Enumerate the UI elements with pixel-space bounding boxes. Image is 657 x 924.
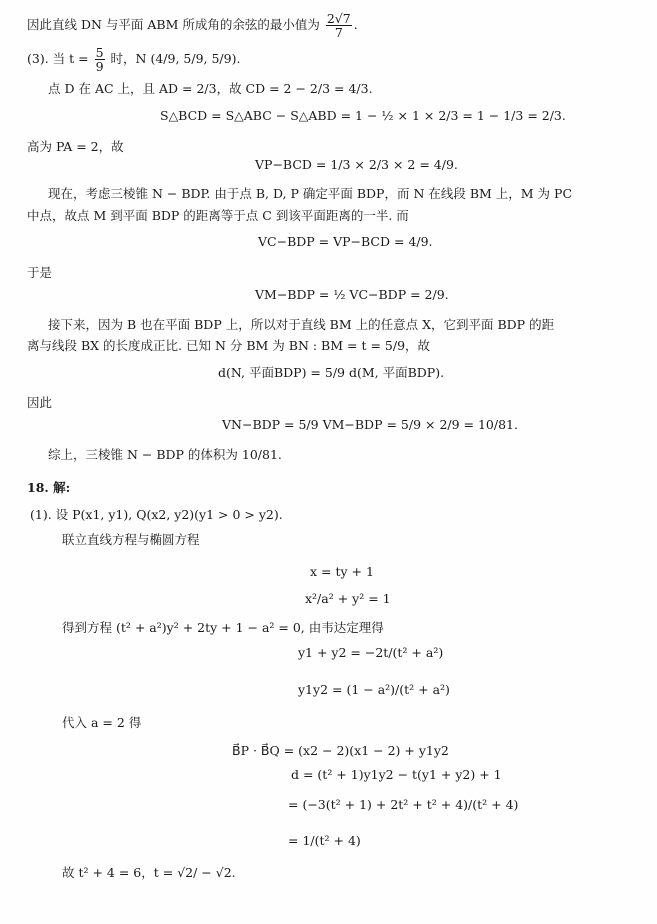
equation-area-bcd: S△BCD = S△ABC − S△ABD = 1 − ½ × 1 × 2/3 = 1 − 1/3 = 2/3. xyxy=(160,108,566,123)
equation-product: y1y2 = (1 − a²)/(t² + a²) xyxy=(298,682,450,697)
text-line-23: 得到方程 (t² + a²)y² + 2ty + 1 − a² = 0, 由韦达定理得 xyxy=(62,620,384,635)
equation-distance: d(N, 平面BDP) = 5/9 d(M, 平面BDP). xyxy=(218,365,445,380)
text-l1-pre: 因此直线 DN 与平面 ABM 所成角的余弦的最小值为 xyxy=(27,17,320,33)
fraction-cosine-min xyxy=(326,12,352,39)
fraction-t xyxy=(95,46,105,73)
equation-volume-cbdp: VC−BDP = VP−BCD = 4/9. xyxy=(258,234,433,249)
text-l2-pre: (3). 当 t = xyxy=(27,51,89,67)
equation-dot-product: B⃗P · B⃗Q = (x2 − 2)(x1 − 2) + y1y2 xyxy=(232,743,449,758)
coordinate-n: (4/9, 5/9, 5/9) xyxy=(150,51,237,67)
text-line-13: 离与线段 BX 的长度成正比. 已知 N 分 BM 为 BN : BM = t = 5/9，故 xyxy=(27,338,431,353)
text-line-2 xyxy=(27,46,240,73)
equation-volume-mbdp: VM−BDP = ½ VC−BDP = 2/9. xyxy=(255,287,449,302)
text-line-10: 于是 xyxy=(27,265,53,280)
text-line-31: 故 t² + 4 = 6，t = √2/ − √2. xyxy=(62,865,236,880)
equation-volume-nbdp: VN−BDP = 5/9 VM−BDP = 5/9 × 2/9 = 10/81. xyxy=(222,417,518,432)
frac-num: 5 xyxy=(95,45,104,60)
text-line-12: 接下来，因为 B 也在平面 BDP 上，所以对于直线 BM 上的任意点 X，它到平面 BDP 的距 xyxy=(48,317,555,332)
text-line-3: 点 D 在 AC 上，且 AD = 2/3，故 CD = 2 − 2/3 = 4/3. xyxy=(48,81,373,96)
text-line-7: 现在，考虑三棱锥 N − BDP. 由于点 B, D, P 确定平面 BDP，而 N 在线段 BM 上，M 为 PC xyxy=(48,186,573,201)
frac-den: 9 xyxy=(95,59,104,75)
text-line-17: 综上，三棱锥 N − BDP 的体积为 10/81. xyxy=(48,447,282,462)
frac-num: 2√7 xyxy=(326,11,351,26)
equation-d: d = (t² + 1)y1y2 − t(y1 + y2) + 1 xyxy=(291,767,502,782)
text-l2-post: . xyxy=(236,51,241,67)
text-l2-mid: 时，N xyxy=(110,51,147,67)
frac-den: 7 xyxy=(334,25,343,41)
equation-ellipse: x²/a² + y² = 1 xyxy=(305,591,391,606)
equation-line: x = ty + 1 xyxy=(310,564,374,579)
equation-simplify: = (−3(t² + 1) + 2t² + t² + 4)/(t² + 4) xyxy=(288,797,519,812)
equation-result: = 1/(t² + 4) xyxy=(288,833,361,848)
text-l1-post: . xyxy=(353,17,358,33)
problem-18-heading: 18. 解: xyxy=(27,480,71,495)
equation-volume-pbcd: VP−BCD = 1/3 × 2/3 × 2 = 4/9. xyxy=(255,157,458,172)
text-line-20: 联立直线方程与椭圆方程 xyxy=(62,532,200,547)
text-line-15: 因此 xyxy=(27,395,53,410)
text-line-26: 代入 a = 2 得 xyxy=(62,715,142,730)
text-line-8: 中点，故点 M 到平面 BDP 的距离等于点 C 到该平面距离的一半. 而 xyxy=(27,208,409,223)
text-line-5: 高为 PA = 2，故 xyxy=(27,139,124,154)
equation-sum: y1 + y2 = −2t/(t² + a²) xyxy=(298,645,444,660)
text-line-19: (1). 设 P(x1, y1), Q(x2, y2)(y1 > 0 > y2). xyxy=(30,507,283,522)
text-line-1 xyxy=(27,12,358,39)
